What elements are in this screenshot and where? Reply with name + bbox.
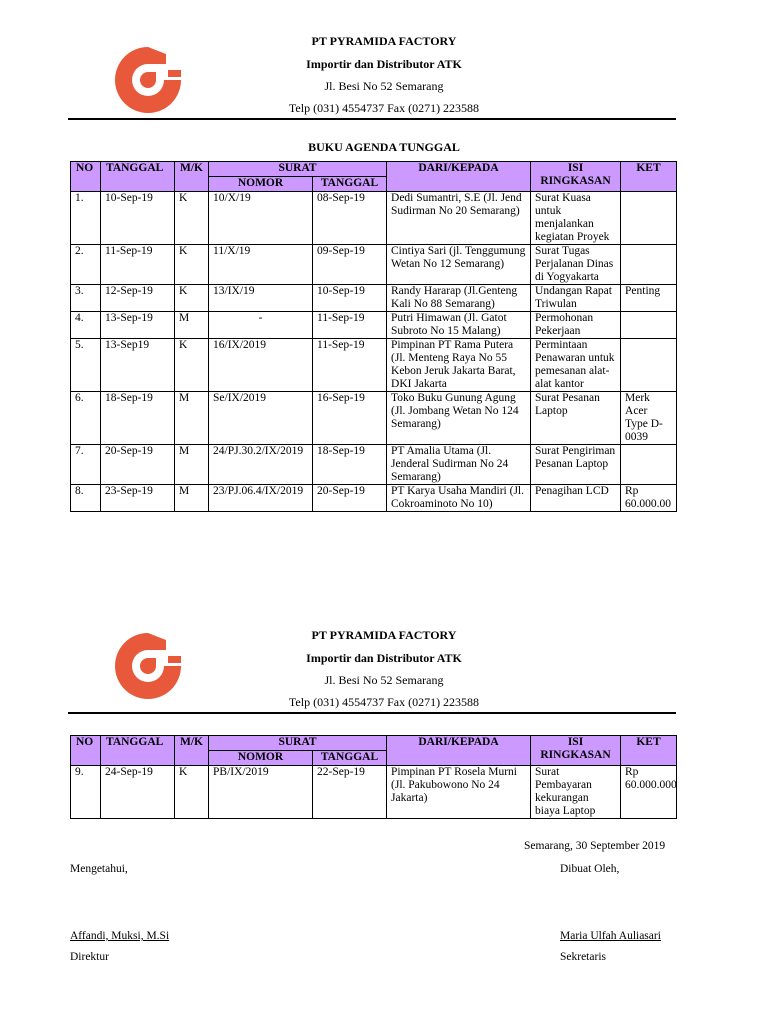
col-surat: SURAT (209, 736, 387, 751)
cell-mk: K (175, 192, 209, 245)
cell-nomor: Se/IX/2019 (209, 392, 313, 445)
table-row (71, 339, 677, 392)
col-tanggal: TANGGAL (101, 736, 175, 766)
company-phone: Telp (031) 4554737 Fax (0271) 223588 (288, 695, 480, 709)
secretary-name: Maria Ulfah Auliasari (560, 930, 661, 942)
place-date: Semarang, 30 September 2019 (524, 840, 666, 852)
cell-ket (621, 312, 677, 339)
cell-mk: M (175, 445, 209, 485)
cell-mk: K (175, 285, 209, 312)
table-row (71, 392, 677, 445)
col-surat: SURAT (209, 162, 387, 177)
director-name: Affandi, Muksi, M.Si (70, 930, 170, 942)
cell-ket (621, 192, 677, 245)
cell-no: 9. (71, 766, 101, 819)
col-tanggal-surat: TANGGAL (313, 751, 387, 766)
cell-ket (621, 245, 677, 285)
cell-nomor: 13/IX/19 (209, 285, 313, 312)
company-address: Jl. Besi No 52 Semarang (324, 79, 444, 93)
company-tagline: Importir dan Distributor ATK (306, 651, 462, 665)
col-mk: M/K (175, 736, 209, 766)
col-no: NO (71, 736, 101, 766)
cell-mk: K (175, 766, 209, 819)
company-phone: Telp (031) 4554737 Fax (0271) 223588 (288, 101, 480, 115)
table-row (71, 245, 677, 285)
cell-nomor: - (209, 312, 313, 339)
cell-dari-kepada: PT Amalia Utama (Jl. Jenderal Sudirman No 24 Semarang) (387, 445, 531, 485)
cell-isi-ringkasan: Permintaan Penawaran untuk pemesanan alat-alat kantor (531, 339, 621, 392)
cell-isi-ringkasan: Undangan Rapat Triwulan (531, 285, 621, 312)
company-address: Jl. Besi No 52 Semarang (324, 673, 444, 687)
cell-nomor: 16/IX/2019 (209, 339, 313, 392)
header-rule (68, 118, 676, 120)
cell-tanggal: 24-Sep-19 (101, 766, 175, 819)
cell-no: 1. (71, 192, 101, 245)
company-tagline: Importir dan Distributor ATK (306, 57, 462, 71)
cell-nomor: 23/PJ.06.4/IX/2019 (209, 485, 313, 512)
cell-ket: Rp 60.000.000 (621, 766, 677, 819)
col-isi-ringkasan: ISI RINGKASAN (531, 162, 621, 192)
cell-ket: Merk Acer Type D-0039 (621, 392, 677, 445)
secretary-title: Sekretaris (560, 951, 606, 963)
cell-tanggal-surat: 20-Sep-19 (313, 485, 387, 512)
table-row (71, 312, 677, 339)
cell-no: 3. (71, 285, 101, 312)
cell-dari-kepada: Pimpinan PT Rosela Murni (Jl. Pakubowono No 24 Jakarta) (387, 766, 531, 819)
cell-tanggal: 10-Sep-19 (101, 192, 175, 245)
cell-dari-kepada: Dedi Sumantri, S.E (Jl. Jend Sudirman No 20 Semarang) (387, 192, 531, 245)
cell-ket (621, 339, 677, 392)
table-row (71, 285, 677, 312)
col-no: NO (71, 162, 101, 192)
document-title: BUKU AGENDA TUNGGAL (308, 140, 460, 154)
col-tanggal: TANGGAL (101, 162, 175, 192)
prepared-by-label: Dibuat Oleh, (560, 863, 620, 875)
cell-isi-ringkasan: Surat Pengiriman Pesanan Laptop (531, 445, 621, 485)
cell-mk: K (175, 245, 209, 285)
cell-tanggal: 13-Sep-19 (101, 312, 175, 339)
cell-tanggal-surat: 11-Sep-19 (313, 339, 387, 392)
cell-tanggal-surat: 08-Sep-19 (313, 192, 387, 245)
agenda-table (70, 161, 677, 512)
cell-isi-ringkasan: Permohonan Pekerjaan (531, 312, 621, 339)
cell-dari-kepada: PT Karya Usaha Mandiri (Jl. Cokroaminoto No 10) (387, 485, 531, 512)
cell-isi-ringkasan: Penagihan LCD (531, 485, 621, 512)
cell-ket: Penting (621, 285, 677, 312)
cell-tanggal: 12-Sep-19 (101, 285, 175, 312)
cell-mk: M (175, 392, 209, 445)
cell-tanggal: 23-Sep-19 (101, 485, 175, 512)
cell-nomor: 10/X/19 (209, 192, 313, 245)
cell-no: 5. (71, 339, 101, 392)
table-row (71, 485, 677, 512)
agenda-table-continued (70, 735, 677, 819)
cell-tanggal: 20-Sep-19 (101, 445, 175, 485)
cell-isi-ringkasan: Surat Pembayaran kekurangan biaya Laptop (531, 766, 621, 819)
cell-tanggal-surat: 22-Sep-19 (313, 766, 387, 819)
header-rule (68, 712, 676, 714)
cell-tanggal: 18-Sep-19 (101, 392, 175, 445)
cell-isi-ringkasan: Surat Kuasa untuk menjalankan kegiatan Proyek (531, 192, 621, 245)
cell-nomor: 24/PJ.30.2/IX/2019 (209, 445, 313, 485)
col-nomor: NOMOR (209, 177, 313, 192)
cell-tanggal-surat: 11-Sep-19 (313, 312, 387, 339)
col-tanggal-surat: TANGGAL (313, 177, 387, 192)
col-ket: KET (621, 162, 677, 192)
cell-nomor: PB/IX/2019 (209, 766, 313, 819)
col-ket: KET (621, 736, 677, 766)
cell-tanggal-surat: 09-Sep-19 (313, 245, 387, 285)
cell-dari-kepada: Pimpinan PT Rama Putera (Jl. Menteng Raya No 55 Kebon Jeruk Jakarta Barat, DKI Jakarta (387, 339, 531, 392)
acknowledged-label: Mengetahui, (70, 863, 128, 875)
cell-no: 4. (71, 312, 101, 339)
col-dari-kepada: DARI/KEPADA (387, 162, 531, 192)
company-name: PT PYRAMIDA FACTORY (311, 34, 457, 48)
table-row (71, 445, 677, 485)
cell-dari-kepada: Putri Himawan (Jl. Gatot Subroto No 15 Malang) (387, 312, 531, 339)
col-dari-kepada: DARI/KEPADA (387, 736, 531, 766)
cell-mk: M (175, 312, 209, 339)
director-title: Direktur (70, 951, 109, 963)
cell-no: 8. (71, 485, 101, 512)
cell-ket (621, 445, 677, 485)
cell-mk: K (175, 339, 209, 392)
cell-no: 2. (71, 245, 101, 285)
cell-dari-kepada: Cintiya Sari (jl. Tenggumung Wetan No 12 Semarang) (387, 245, 531, 285)
cell-dari-kepada: Randy Hararap (Jl.Genteng Kali No 88 Semarang) (387, 285, 531, 312)
cell-tanggal: 13-Sep19 (101, 339, 175, 392)
cell-ket: Rp 60.000.00 (621, 485, 677, 512)
col-nomor: NOMOR (209, 751, 313, 766)
col-mk: M/K (175, 162, 209, 192)
cell-tanggal: 11-Sep-19 (101, 245, 175, 285)
cell-nomor: 11/X/19 (209, 245, 313, 285)
cell-no: 7. (71, 445, 101, 485)
col-isi-ringkasan: ISI RINGKASAN (531, 736, 621, 766)
cell-isi-ringkasan: Surat Tugas Perjalanan Dinas di Yogyakarta (531, 245, 621, 285)
cell-tanggal-surat: 10-Sep-19 (313, 285, 387, 312)
cell-dari-kepada: Toko Buku Gunung Agung (Jl. Jombang Wetan No 124 Semarang) (387, 392, 531, 445)
table-row (71, 192, 677, 245)
cell-no: 6. (71, 392, 101, 445)
table-row (71, 766, 677, 819)
cell-tanggal-surat: 18-Sep-19 (313, 445, 387, 485)
company-name: PT PYRAMIDA FACTORY (311, 628, 457, 642)
cell-isi-ringkasan: Surat Pesanan Laptop (531, 392, 621, 445)
cell-tanggal-surat: 16-Sep-19 (313, 392, 387, 445)
cell-mk: M (175, 485, 209, 512)
